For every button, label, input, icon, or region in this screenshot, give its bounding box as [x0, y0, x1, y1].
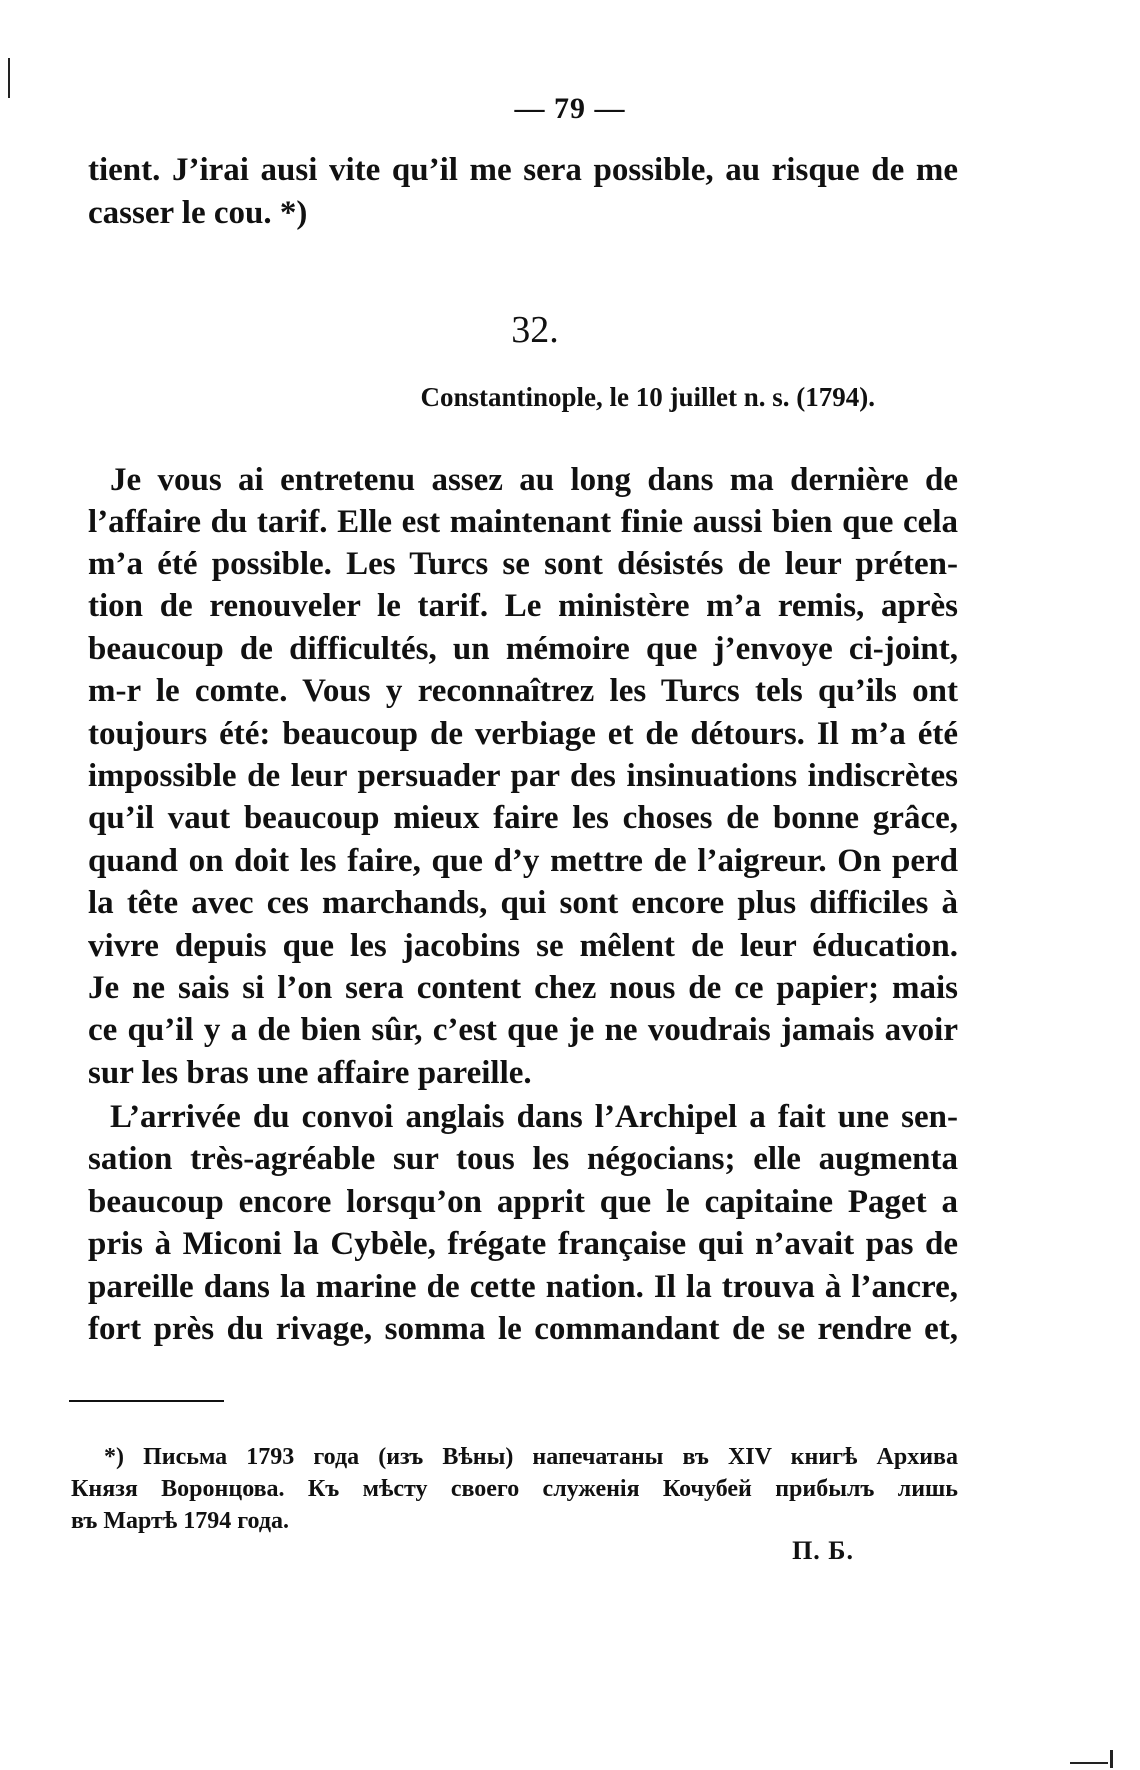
scan-edge-mark: [1070, 1762, 1108, 1764]
text-line: sur les bras une affaire pareille.: [88, 1055, 532, 1091]
text-line: pareille dans la marine de cette nation. Il la trouva à l’ancre,: [88, 1269, 958, 1305]
footnote-signature: П. Б.: [792, 1536, 854, 1565]
text-line: qu’il vaut beaucoup mieux faire les choses de bonne grâce,: [88, 800, 958, 836]
text-line: Je vous ai entretenu assez au long dans ma dernière de: [110, 462, 958, 498]
text-line: beaucoup encore lorsqu’on apprit que le capitaine Paget a: [88, 1184, 958, 1220]
text-line: vivre depuis que les jacobins se mêlent de leur éducation.: [88, 928, 958, 964]
text-line: quand on doit les faire, que d’y mettre de l’aigreur. On perd: [88, 843, 958, 879]
text-line: beaucoup de difficultés, un mémoire que j’envoye ci-joint,: [88, 631, 958, 667]
text-line: m’a été possible. Les Turcs se sont désistés de leur préten-: [88, 546, 958, 582]
footnote-rule: [69, 1400, 224, 1402]
text-line: la tête avec ces marchands, qui sont encore plus difficiles à: [88, 885, 958, 921]
text-line: tion de renouveler le tarif. Le ministère m’a remis, après: [88, 588, 958, 624]
text-line: pris à Miconi la Cybèle, frégate française qui n’avait pas de: [88, 1226, 958, 1262]
text-line: fort près du rivage, somma le commandant de se rendre et,: [88, 1311, 958, 1347]
letter-dateline: Constantinople, le 10 juillet n. s. (1794).: [420, 382, 875, 412]
text-line: tient. J’irai ausi vite qu’il me sera possible, au risque de me: [88, 152, 958, 188]
footnote-line: Князя Воронцова. Къ мѣсту своего служенія Кочубей прибылъ лишь: [71, 1476, 958, 1502]
text-line: ce qu’il y a de bien sûr, c’est que je ne voudrais jamais avoir: [88, 1012, 958, 1048]
text-line: L’arrivée du convoi anglais dans l’Archipel a fait une sen-: [110, 1099, 958, 1135]
text-line: l’affaire du tarif. Elle est maintenant finie aussi bien que cela: [88, 504, 958, 540]
text-line: Je ne sais si l’on sera content chez nous de ce papier; mais: [88, 970, 958, 1006]
page-number: — 79 —: [514, 92, 626, 125]
text-line: casser le cou. *): [88, 195, 308, 231]
scan-edge-mark: [1110, 1750, 1113, 1768]
footnote-line: въ Мартѣ 1794 года.: [71, 1508, 289, 1534]
text-line: impossible de leur persuader par des insinuations indiscrètes: [88, 758, 958, 794]
text-line: sation très-agréable sur tous les négocians; elle augmenta: [88, 1141, 958, 1177]
text-line: m-r le comte. Vous y reconnaîtrez les Turcs tels qu’ils ont: [88, 673, 958, 709]
text-line: toujours été: beaucoup de verbiage et de détours. Il m’a été: [88, 716, 958, 752]
footnote-line: *) Письма 1793 года (изъ Вѣны) напечатаны въ XIV книгѣ Архива: [104, 1444, 958, 1470]
letter-number: 32.: [511, 309, 559, 351]
